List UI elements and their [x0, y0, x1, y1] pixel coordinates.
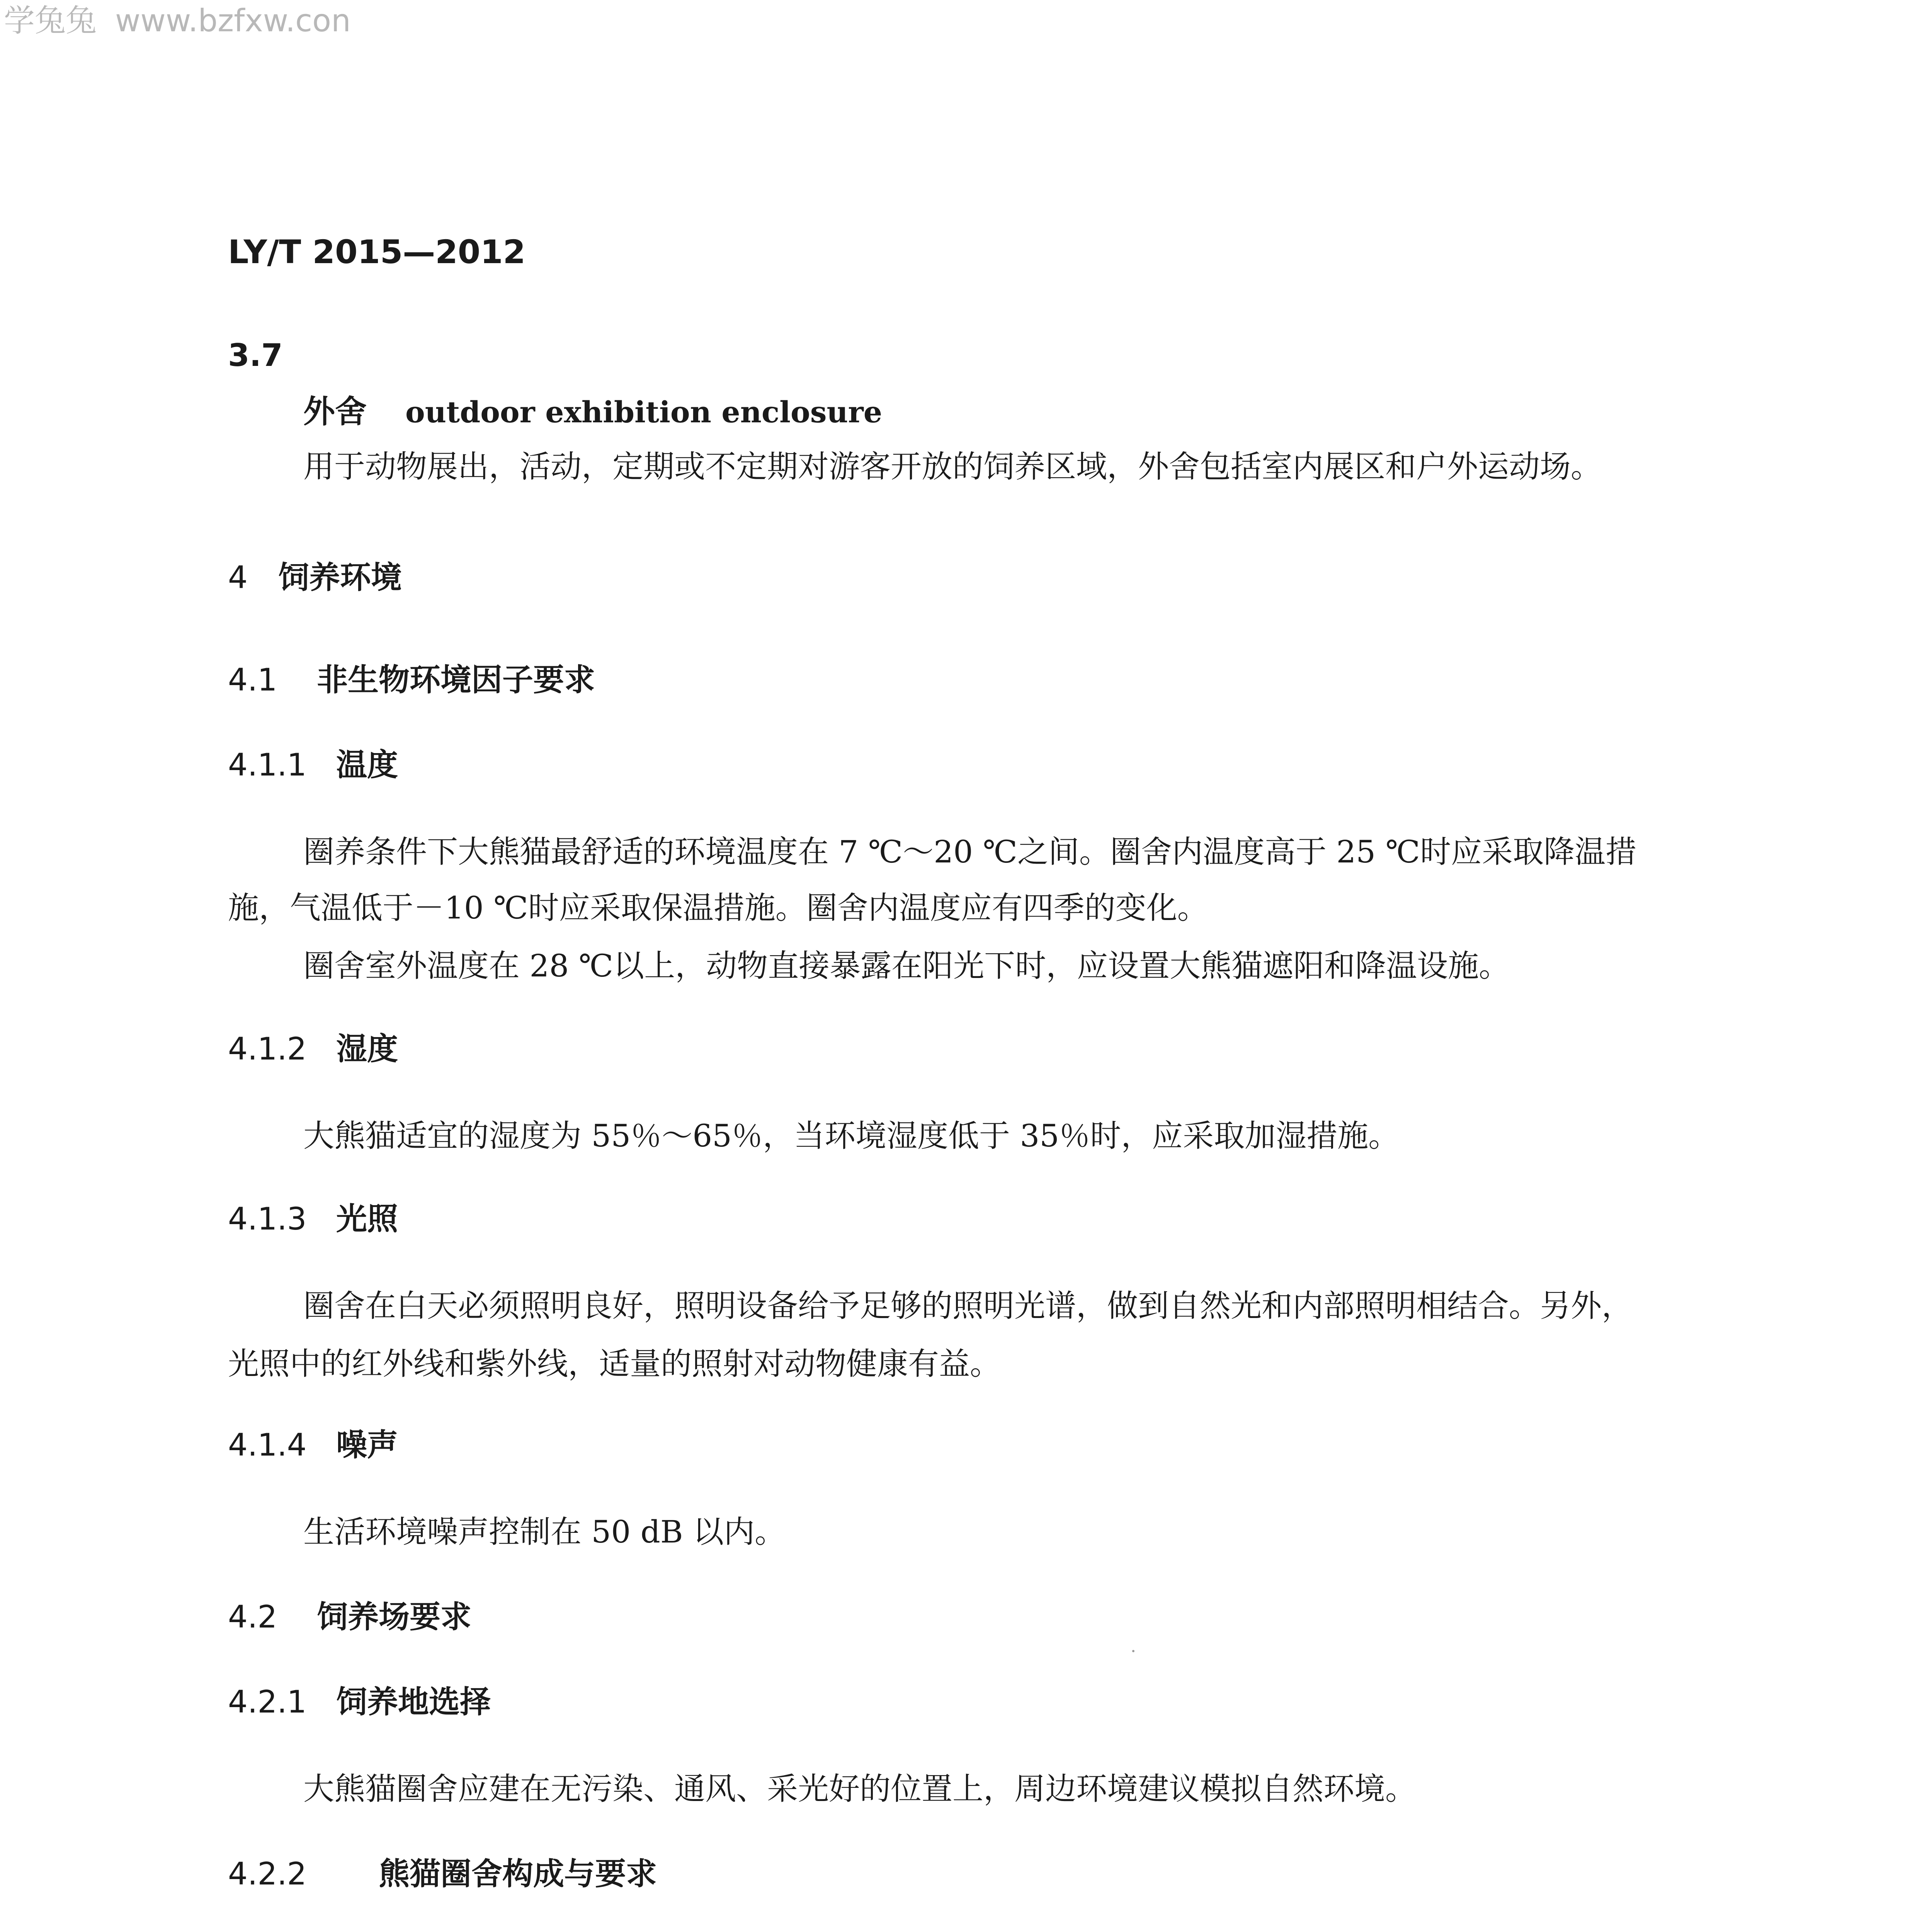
paragraph: 大熊猫圈舍应建在无污染、通风、采光好的位置上，周边环境建议模拟自然环境。	[303, 1771, 1416, 1807]
watermark	[4, 3, 351, 39]
scan-speck	[1132, 1650, 1134, 1652]
section-4-1-2-heading: 4.1.2 湿度	[228, 1031, 398, 1067]
paragraph-continuation: 施，气温低于－10 ℃时应采取保温措施。圈舍内温度应有四季的变化。	[228, 890, 1208, 926]
section-4-1-3-heading: 4.1.3 光照	[228, 1201, 398, 1237]
section-4-2-heading: 4.2 饲养场要求	[228, 1599, 471, 1635]
term-en: outdoor exhibition enclosure	[405, 395, 883, 429]
paragraph: 生活环境噪声控制在 50 dB 以内。	[303, 1514, 786, 1550]
paragraph: 圈养条件下大熊猫最舒适的环境温度在 7 ℃～20 ℃之间。圈舍内温度高于 25 ℃时应采取降温措	[303, 834, 1637, 870]
term-zh: 外舍	[303, 393, 367, 430]
paragraph: 圈舍在白天必须照明良好，照明设备给予足够的照明光谱，做到自然光和内部照明相结合。另外，	[303, 1288, 1633, 1324]
section-4-2-1-heading: 4.2.1 饲养地选择	[228, 1684, 491, 1720]
paragraph-continuation: 光照中的红外线和紫外线，适量的照射对动物健康有益。	[228, 1346, 1001, 1382]
section-4-1-4-heading: 4.1.4 噪声	[228, 1427, 398, 1463]
section-4-1-heading: 4.1 非生物环境因子要求	[228, 662, 595, 698]
watermark-url: www.bzfxw.con	[115, 3, 351, 39]
term-definition: 用于动物展出，活动，定期或不定期对游客开放的饲养区域，外舍包括室内展区和户外运动场。	[303, 449, 1602, 485]
standard-number: LY/T 2015—2012	[228, 233, 526, 271]
section-3-7-number: 3.7	[228, 337, 283, 373]
section-4-heading: 4 饲养环境	[228, 560, 402, 595]
term-heading	[303, 393, 883, 430]
paragraph: 圈舍室外温度在 28 ℃以上，动物直接暴露在阳光下时，应设置大熊猫遮阳和降温设施。	[303, 948, 1510, 984]
section-4-1-1-heading: 4.1.1 温度	[228, 747, 398, 783]
paragraph: 大熊猫适宜的湿度为 55％～65％，当环境湿度低于 35％时，应采取加湿措施。	[303, 1118, 1400, 1154]
watermark-site-name: 学兔兔	[4, 3, 97, 39]
section-4-2-2-heading: 4.2.2 熊猫圈舍构成与要求	[228, 1856, 657, 1892]
